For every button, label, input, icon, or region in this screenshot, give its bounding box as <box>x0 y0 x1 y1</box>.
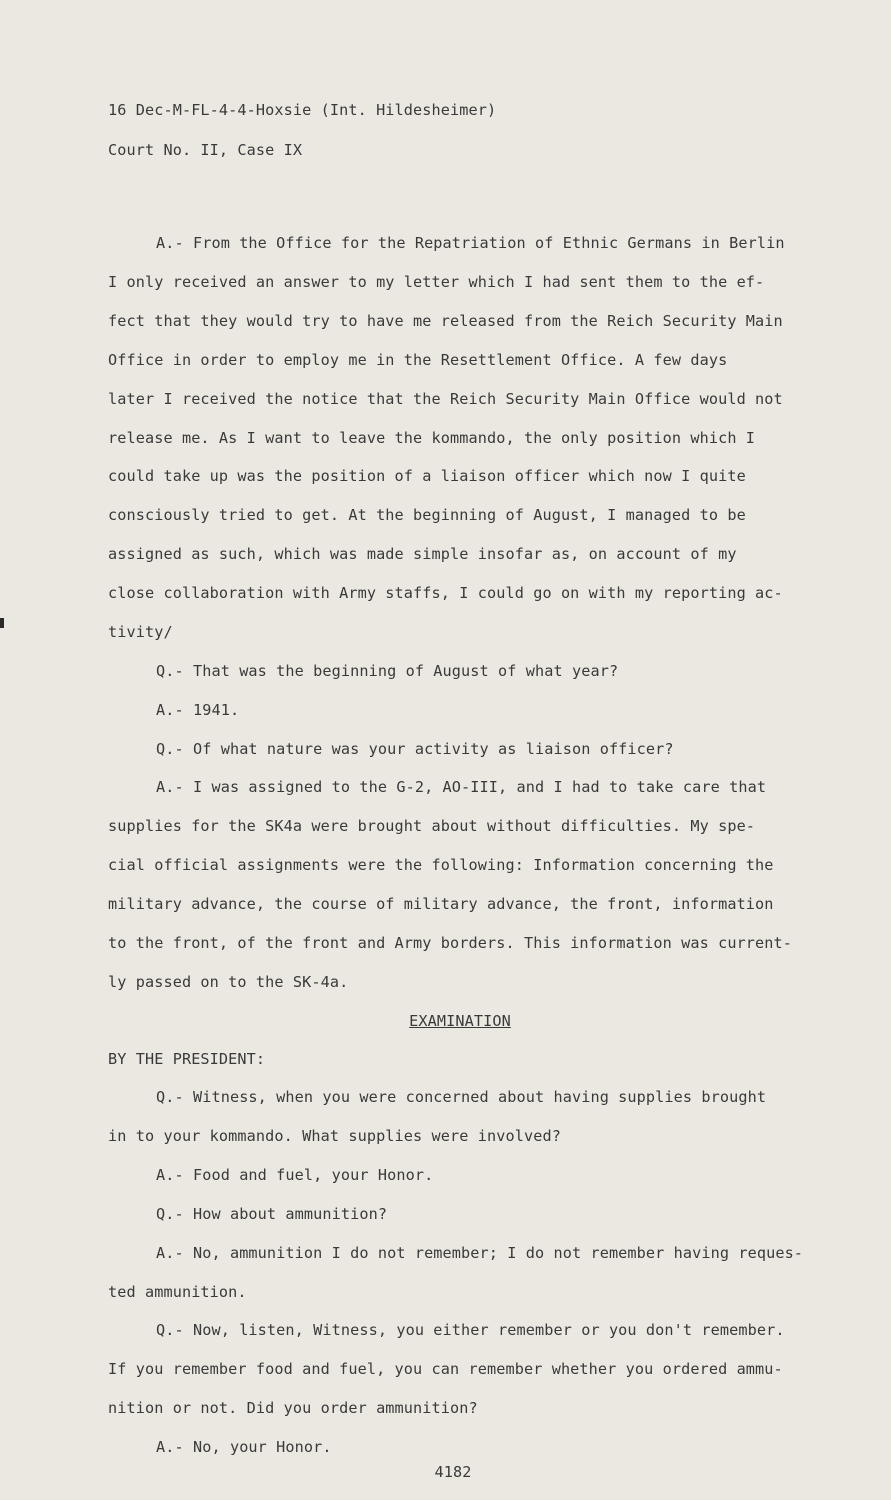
answer-paragraph-line: military advance, the course of military advance, the front, information <box>108 895 774 913</box>
question-line: Q.- Witness, when you were concerned about having supplies brought <box>156 1088 767 1106</box>
answer-line: A.- Food and fuel, your Honor. <box>156 1166 434 1184</box>
answer-paragraph-line: tivity/ <box>108 623 173 641</box>
answer-paragraph-line: supplies for the SK4a were brought about without difficulties. My spe- <box>108 817 756 835</box>
answer-paragraph-line: Office in order to employ me in the Resettlement Office. A few days <box>108 351 728 369</box>
section-title: EXAMINATION <box>409 1012 511 1030</box>
question-line: in to your kommando. What supplies were involved? <box>108 1127 561 1145</box>
question-line: Q.- Of what nature was your activity as liaison officer? <box>156 740 674 758</box>
page-number: 4182 <box>434 1463 472 1481</box>
question-line: Q.- That was the beginning of August of what year? <box>156 662 619 680</box>
answer-paragraph-line: later I received the notice that the Reich Security Main Office would not <box>108 390 783 408</box>
answer-line: ted ammunition. <box>108 1283 247 1301</box>
answer-line: A.- No, ammunition I do not remember; I do not remember having reques- <box>156 1244 804 1262</box>
header-line-1: 16 Dec-M-FL-4-4-Hoxsie (Int. Hildesheimer) <box>108 101 497 119</box>
question-line: If you remember food and fuel, you can remember whether you ordered ammu- <box>108 1360 783 1378</box>
answer-paragraph-line: could take up was the position of a liaison officer which now I quite <box>108 467 746 485</box>
margin-mark <box>0 618 4 628</box>
question-line: Q.- How about ammunition? <box>156 1205 388 1223</box>
answer-paragraph-line: A.- From the Office for the Repatriation of Ethnic Germans in Berlin <box>156 234 785 252</box>
answer-paragraph-line: release me. As I want to leave the kommando, the only position which I <box>108 429 756 447</box>
answer-line: A.- No, your Honor. <box>156 1438 332 1456</box>
answer-paragraph-line: A.- I was assigned to the G-2, AO-III, and I had to take care that <box>156 778 767 796</box>
question-line: Q.- Now, listen, Witness, you either remember or you don't remember. <box>156 1321 785 1339</box>
question-line: nition or not. Did you order ammunition? <box>108 1399 478 1417</box>
answer-line: A.- 1941. <box>156 701 240 719</box>
header-line-2: Court No. II, Case IX <box>108 141 303 159</box>
answer-paragraph-line: fect that they would try to have me released from the Reich Security Main <box>108 312 783 330</box>
answer-paragraph-line: ly passed on to the SK-4a. <box>108 973 349 991</box>
answer-paragraph-line: assigned as such, which was made simple insofar as, on account of my <box>108 545 737 563</box>
answer-paragraph-line: I only received an answer to my letter which I had sent them to the ef- <box>108 273 765 291</box>
answer-paragraph-line: cial official assignments were the following: Information concerning the <box>108 856 774 874</box>
answer-paragraph-line: consciously tried to get. At the beginning of August, I managed to be <box>108 506 746 524</box>
answer-paragraph-line: to the front, of the front and Army borders. This information was current- <box>108 934 793 952</box>
answer-paragraph-line: close collaboration with Army staffs, I could go on with my reporting ac- <box>108 584 783 602</box>
examiner-line: BY THE PRESIDENT: <box>108 1050 266 1068</box>
